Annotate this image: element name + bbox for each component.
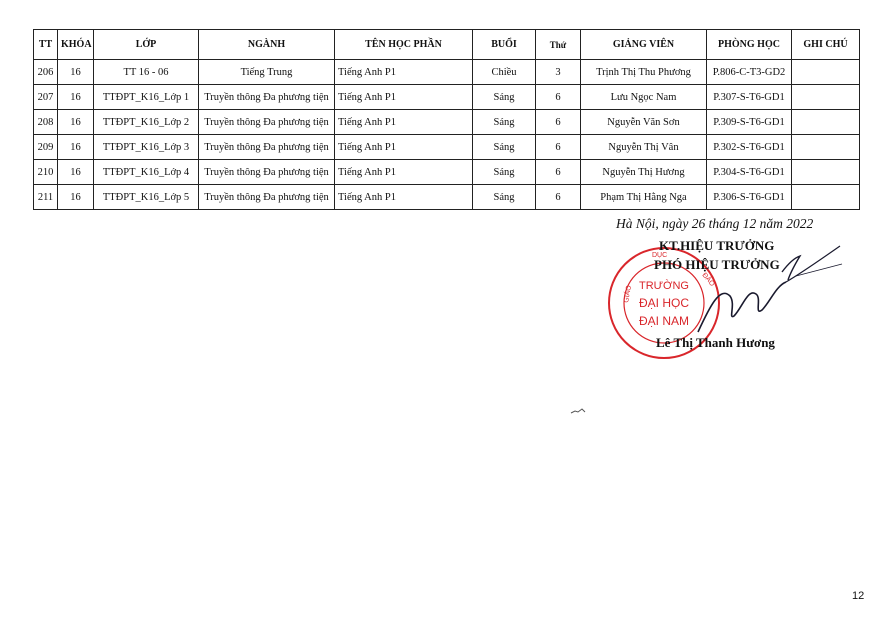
header-cell: NGÀNH [199, 30, 335, 60]
svg-text:ĐÀO: ĐÀO [700, 271, 716, 288]
header-cell: BUỔI [473, 30, 536, 60]
table-cell [792, 60, 860, 85]
table-cell: Phạm Thị Hằng Nga [581, 185, 707, 210]
table-cell: Nguyễn Văn Sơn [581, 110, 707, 135]
header-cell: TT [34, 30, 58, 60]
table-cell: 6 [536, 85, 581, 110]
table-cell: P.304-S-T6-GD1 [707, 160, 792, 185]
table-cell [792, 110, 860, 135]
table-cell: Lưu Ngọc Nam [581, 85, 707, 110]
table-cell: Truyền thông Đa phương tiện [199, 135, 335, 160]
table-cell: 209 [34, 135, 58, 160]
table-cell: Sáng [473, 185, 536, 210]
header-cell: TÊN HỌC PHẦN [335, 30, 473, 60]
table-cell: Truyền thông Đa phương tiện [199, 185, 335, 210]
stamp-text: TRƯỜNG [639, 280, 689, 292]
table-cell: P.309-S-T6-GD1 [707, 110, 792, 135]
table-row [34, 85, 860, 110]
svg-text:DỤC: DỤC [652, 252, 668, 259]
table-cell: 16 [58, 160, 94, 185]
table-cell: TTĐPT_K16_Lớp 1 [94, 85, 199, 110]
table-row [34, 110, 860, 135]
table-row [34, 160, 860, 185]
table-cell: Sáng [473, 110, 536, 135]
table-cell: P.302-S-T6-GD1 [707, 135, 792, 160]
header-cell: Thứ [536, 30, 581, 60]
table-cell: TT 16 - 06 [94, 60, 199, 85]
table-cell: 6 [536, 135, 581, 160]
title-line-1: KT.HIỆU TRƯỞNG [659, 238, 775, 253]
table-cell: 6 [536, 185, 581, 210]
table-cell: 208 [34, 110, 58, 135]
table-cell: Trịnh Thị Thu Phương [581, 60, 707, 85]
table-cell: 16 [58, 60, 94, 85]
table-cell: 3 [536, 60, 581, 85]
stamp-text: ĐẠI HỌC [638, 296, 690, 310]
table-cell: Tiếng Anh P1 [335, 160, 473, 185]
table-cell: 210 [34, 160, 58, 185]
table-row [34, 185, 860, 210]
header-cell: GIẢNG VIÊN [581, 30, 707, 60]
page-number: 12 [852, 590, 865, 602]
table-cell: P.306-S-T6-GD1 [707, 185, 792, 210]
table-cell: 16 [58, 185, 94, 210]
table-cell: Tiếng Trung [199, 60, 335, 85]
table-row [34, 60, 860, 85]
table-cell [792, 160, 860, 185]
table-cell: Tiếng Anh P1 [335, 110, 473, 135]
table-cell: Nguyễn Thị Hương [581, 160, 707, 185]
table-cell: Tiếng Anh P1 [335, 60, 473, 85]
table-cell: P.806-C-T3-GD2 [707, 60, 792, 85]
table-row [34, 135, 860, 160]
handwritten-signature-icon [690, 236, 850, 346]
svg-text:GIÁO: GIÁO [623, 284, 634, 304]
title-line-2: PHÓ HIỆU TRƯỞNG [654, 257, 780, 272]
table-cell: TTĐPT_K16_Lớp 3 [94, 135, 199, 160]
table-cell: Tiếng Anh P1 [335, 85, 473, 110]
table-cell: Tiếng Anh P1 [335, 185, 473, 210]
scan-speck-icon [570, 406, 586, 416]
table-cell: Chiều [473, 60, 536, 85]
signer-name: Lê Thị Thanh Hương [656, 335, 775, 350]
table-cell: 16 [58, 85, 94, 110]
table-cell: TTĐPT_K16_Lớp 2 [94, 110, 199, 135]
table-cell: TTĐPT_K16_Lớp 5 [94, 185, 199, 210]
stamp-text: ĐẠI NAM [638, 314, 690, 328]
table-cell: 211 [34, 185, 58, 210]
table-cell: 6 [536, 160, 581, 185]
table-cell: TTĐPT_K16_Lớp 4 [94, 160, 199, 185]
schedule-table [33, 29, 860, 210]
table-cell: P.307-S-T6-GD1 [707, 85, 792, 110]
table-cell: 206 [34, 60, 58, 85]
table-cell [792, 85, 860, 110]
table-cell: 6 [536, 110, 581, 135]
table-cell [792, 135, 860, 160]
table-cell: Sáng [473, 135, 536, 160]
date-line: Hà Nội, ngày 26 tháng 12 năm 2022 [616, 216, 814, 231]
header-cell: PHÒNG HỌC [707, 30, 792, 60]
table-cell: Nguyễn Thị Vân [581, 135, 707, 160]
table-cell: 16 [58, 110, 94, 135]
table-cell: Sáng [473, 160, 536, 185]
table-cell: Sáng [473, 85, 536, 110]
table-cell: Truyền thông Đa phương tiện [199, 160, 335, 185]
table-cell: Tiếng Anh P1 [335, 135, 473, 160]
table-cell: 207 [34, 85, 58, 110]
header-cell: KHÓA [58, 30, 94, 60]
header-cell: GHI CHÚ [792, 30, 860, 60]
table-cell: Truyền thông Đa phương tiện [199, 85, 335, 110]
table-cell: Truyền thông Đa phương tiện [199, 110, 335, 135]
table-cell: 16 [58, 135, 94, 160]
table-cell [792, 185, 860, 210]
table-header-row [34, 30, 860, 60]
header-cell: LỚP [94, 30, 199, 60]
